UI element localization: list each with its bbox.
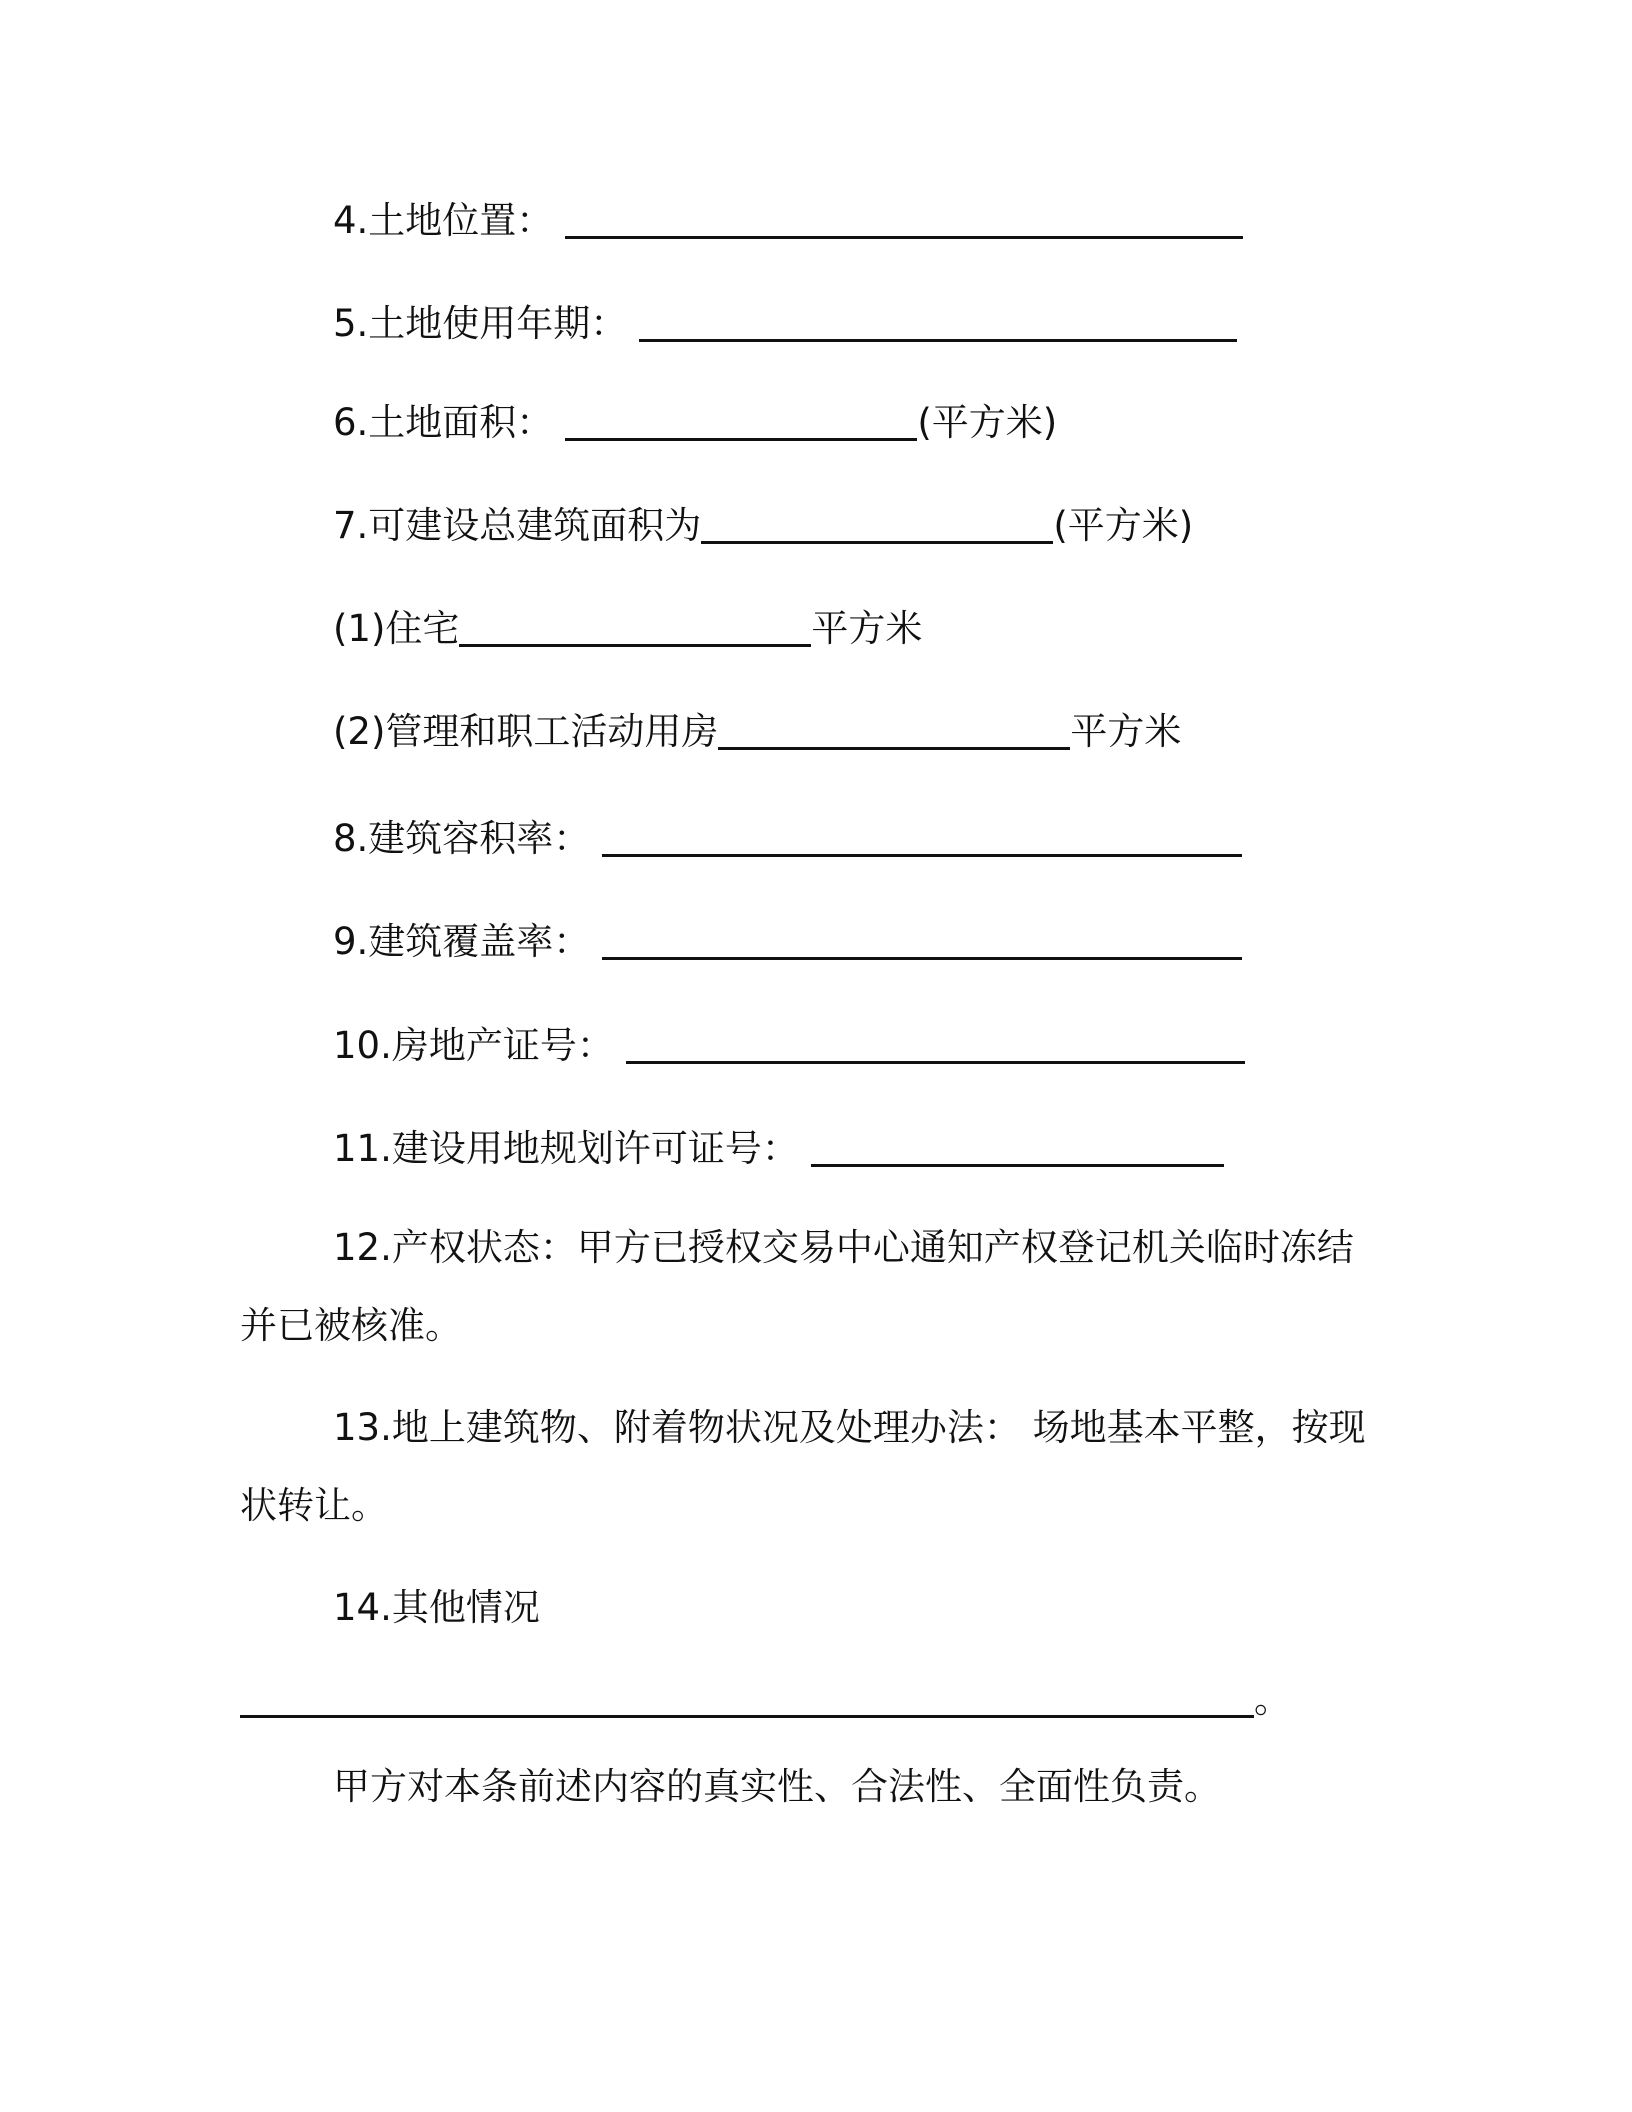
item-building-coverage — [333, 918, 1242, 966]
item-land-use-term — [333, 300, 1237, 348]
item-residential — [333, 605, 922, 653]
item-plot-ratio — [333, 815, 1242, 863]
blank-field[interactable] — [565, 200, 1243, 239]
unit-label: 平方米 — [1070, 710, 1182, 753]
item-label: (1)住宅 — [333, 607, 460, 650]
item-label: 10.房地产证号： — [333, 1024, 614, 1067]
blank-field[interactable] — [811, 1128, 1224, 1167]
item-structures-line2: 状转让。 — [240, 1484, 388, 1527]
blank-field[interactable] — [701, 505, 1053, 544]
blank-field[interactable] — [718, 711, 1070, 750]
item-total-floor-area — [333, 502, 1193, 550]
item-label: 6.土地面积： — [333, 401, 554, 444]
item-other-label: 14.其他情况 — [333, 1586, 540, 1629]
item-structures-line1: 13.地上建筑物、附着物状况及处理办法： 场地基本平整，按现 — [333, 1406, 1366, 1449]
blank-field[interactable] — [626, 1025, 1245, 1064]
item-label: 8.建筑容积率： — [333, 817, 591, 860]
item-property-status-line1: 12.产权状态：甲方已授权交易中心通知产权登记机关临时冻结 — [333, 1226, 1354, 1269]
blank-field[interactable] — [602, 818, 1242, 857]
item-property-status-line2: 并已被核准。 — [240, 1304, 462, 1347]
blank-field[interactable] — [602, 921, 1242, 960]
end-mark: 。 — [1254, 1678, 1291, 1721]
responsibility-statement: 甲方对本条前述内容的真实性、合法性、全面性负责。 — [333, 1765, 1221, 1808]
blank-field[interactable] — [459, 608, 811, 647]
item-land-area — [333, 399, 1057, 447]
blank-field[interactable] — [240, 1679, 1254, 1718]
item-management-housing — [333, 708, 1181, 756]
item-label: 11.建设用地规划许可证号： — [333, 1127, 799, 1170]
item-label: 4.土地位置： — [333, 199, 554, 242]
item-label: 7.可建设总建筑面积为 — [333, 504, 702, 547]
item-land-location — [333, 197, 1243, 245]
item-label: (2)管理和职工活动用房 — [333, 710, 719, 753]
item-label: 5.土地使用年期： — [333, 302, 628, 345]
item-planning-permit-no — [333, 1125, 1224, 1173]
unit-label: (平方米) — [917, 401, 1058, 444]
item-other-blank-line — [240, 1676, 1291, 1724]
unit-label: 平方米 — [811, 607, 923, 650]
unit-label: (平方米) — [1053, 504, 1194, 547]
blank-field[interactable] — [639, 303, 1237, 342]
blank-field[interactable] — [565, 402, 917, 441]
item-label: 9.建筑覆盖率： — [333, 920, 591, 963]
item-property-cert-no — [333, 1022, 1245, 1070]
